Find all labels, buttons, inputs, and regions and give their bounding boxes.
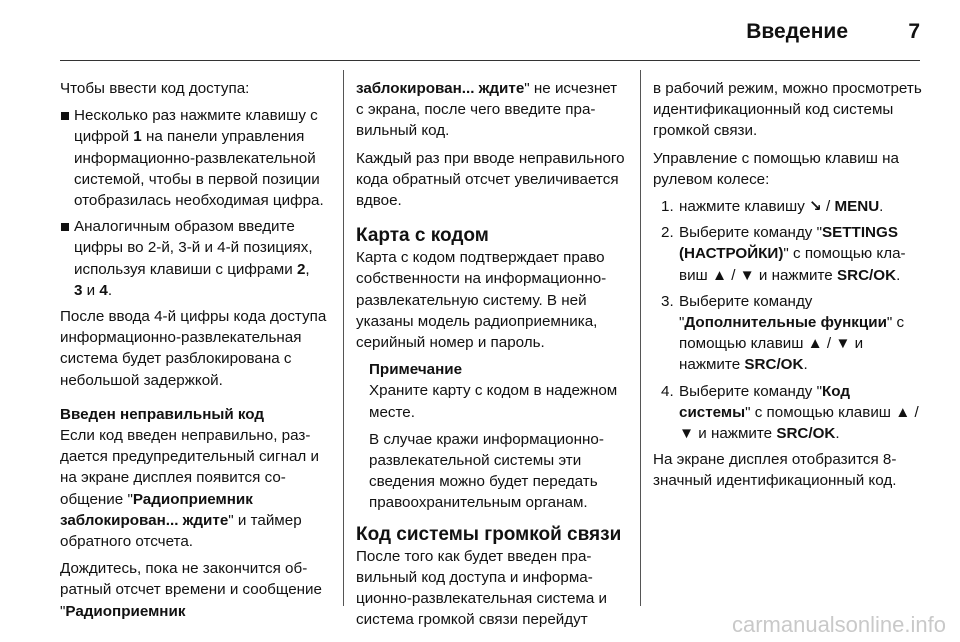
src-ok-key: SRC/OK (836, 266, 897, 284)
step-text: Выберите команду " (679, 292, 813, 332)
system-code-command: Код системы (679, 382, 851, 421)
paragraph-text: " и таймер обратного отсчета. (60, 511, 302, 551)
separator: . (896, 266, 901, 284)
bullet-text: Аналогичным образом введите цифры во 2-й, 3-й и 4-й позициях, используя клавиши с цифрами (74, 218, 313, 278)
continued-text-3: в рабочий режим, можно просмотреть идентификационный код системы громкой связи. (653, 80, 922, 140)
step-text: Выберите команду " (679, 382, 823, 400)
step-number: 1. (661, 198, 674, 216)
step-number: 4. (661, 382, 674, 400)
handsfree-code-text: После того как будет введен правильный код доступа и информационно-развлекательная система и система громкой связи перейдут (356, 547, 607, 629)
intro-text: Чтобы ввести код доступа: (60, 80, 250, 97)
page-number: 7 (908, 20, 920, 43)
src-ok-key: SRC/OK (744, 356, 804, 374)
column-2 (356, 78, 628, 636)
steering-wheel-text: Управление с помощью клавиш на рулевом колесе: (653, 149, 899, 188)
src-ok-key: SRC/OK (776, 425, 836, 443)
step-text: " с помощью клавиш ▲ / ▼ и нажмите (679, 314, 905, 374)
handsfree-code-heading: Код системы громкой связи (356, 523, 622, 545)
page-title: Введение (746, 20, 848, 43)
column-divider-1 (343, 70, 344, 606)
after-entry-text: После ввода 4-й цифры кода доступа информационно-развлекательная система будет разблокирована с небольшой задержкой. (60, 308, 327, 389)
steering-steps (653, 196, 923, 444)
header-rule (60, 60, 920, 61)
code-card-text: Карта с кодом подтверждает право собственности на информационно-развлекательную систему. В ней указаны модель радиоприемника, серийный номер и пароль. (356, 249, 607, 352)
step-3 (653, 291, 923, 376)
wrong-code-heading: Введен неправильный код (60, 405, 265, 423)
wrong-code-paragraph-1 (60, 425, 336, 552)
step-number: 2. (661, 224, 674, 242)
step-text: Выберите команду " (679, 224, 823, 242)
note-heading: Примечание (369, 361, 463, 379)
step-text: нажмите клавишу (679, 198, 810, 216)
final-text: На экране дисплея отобразится 8-значный идентификационный код. (653, 451, 897, 490)
continued-text (356, 78, 628, 142)
separator: / (821, 198, 835, 216)
separator: . (107, 281, 113, 299)
column-1 (60, 78, 336, 628)
note-text-1: Храните карту с кодом в надежном месте. (369, 382, 618, 421)
step-number: 3. (661, 292, 674, 310)
separator: и (82, 281, 100, 299)
column-divider-2 (640, 70, 641, 606)
page-header (0, 0, 960, 58)
step-text: " с помощью клавиш ▲ / ▼ и нажмите (679, 245, 906, 284)
settings-command: SETTINGS (НАСТРОЙКИ) (679, 224, 898, 263)
bullet-item-1 (60, 105, 336, 211)
extra-functions-command: Дополнительные функции (684, 314, 887, 332)
paragraph-text: Если код введен неправильно, раздается предупредительный сигнал и на экране дисплея появится сообщение " (60, 427, 319, 508)
watermark: carmanualsonline.info (731, 612, 946, 637)
phone-key-icon: ↘ (809, 197, 822, 216)
note-text-2: В случае кражи информационно-развлекательной системы эти сведения можно будет передать правоохранительным органам. (369, 430, 604, 512)
radio-message: Радиоприемник (65, 602, 186, 620)
paragraph-text: " не исчезнет с экрана, после чего введите правильный код. (356, 80, 618, 140)
bullet-item-2 (60, 216, 336, 301)
key-1: 1 (133, 128, 142, 146)
column-3 (653, 78, 923, 498)
separator: . (835, 425, 840, 443)
key-2: 2 (296, 260, 306, 278)
bullet-text: Несколько раз нажмите клавишу с цифрой (74, 107, 318, 146)
separator: . (879, 198, 884, 216)
menu-key: MENU (834, 198, 880, 216)
code-entry-steps (60, 105, 336, 301)
step-2 (653, 222, 923, 286)
code-card-heading: Карта с кодом (356, 225, 489, 247)
bullet-text: на панели управления информационно-развлекательной системой, чтобы в первой позиции отобразилась необходимая цифра. (74, 128, 324, 210)
separator: . (803, 356, 808, 374)
wrong-code-paragraph-2 (60, 558, 336, 622)
separator: , (305, 260, 310, 278)
note-block (356, 359, 628, 513)
step-4 (653, 381, 923, 445)
step-text: " с помощью клавиш ▲ / ▼ и нажмите (679, 403, 919, 443)
key-4: 4 (99, 281, 108, 299)
paragraph-text: Дождитесь, пока не закончится обратный отсчет времени и сообщение " (60, 560, 322, 620)
step-1 (653, 196, 923, 217)
key-3: 3 (74, 281, 83, 299)
locked-message-cont: заблокирован... ждите (356, 80, 525, 97)
locked-message: Радиоприемник заблокирован... ждите (60, 490, 253, 529)
double-countdown-text: Каждый раз при вводе неправильного кода обратный отсчет увеличивается вдвое. (356, 149, 625, 210)
